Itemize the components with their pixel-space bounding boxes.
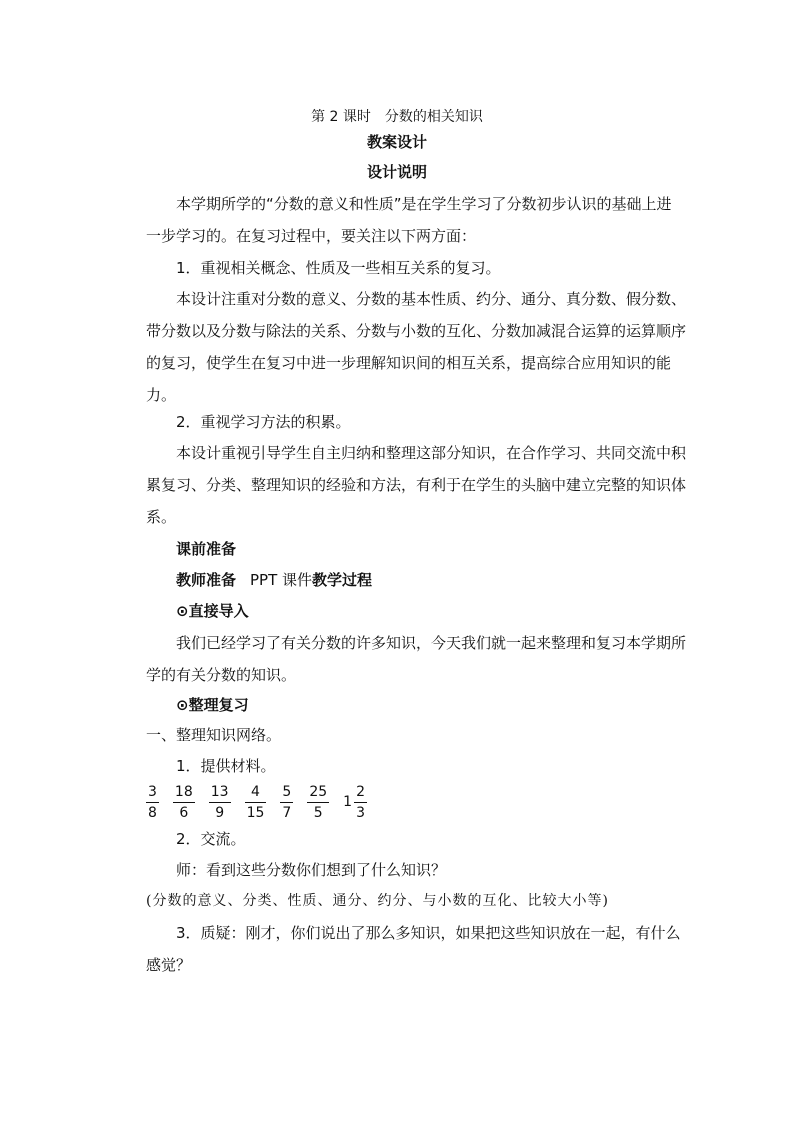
- teacher-prep: [176, 569, 372, 590]
- fraction: [173, 784, 195, 821]
- fraction: [146, 784, 159, 821]
- mixed-fraction: [343, 784, 367, 821]
- step-1-paragraph: [146, 627, 686, 691]
- point-1-detail-text: 本设计注重对分数的意义、分数的基本性质、约分、通分、真分数、假分数、带分数以及分数与除法的关系、分数与小数的互化、分数加减混合运算的运算顺序的复习，使学生在复习中进一步理解知识间的相互关系，提高综合应用知识的能力。: [146, 290, 687, 404]
- denominator: 6: [179, 804, 189, 821]
- numerator: 2: [356, 783, 365, 800]
- section-title: 教案设计: [366, 133, 427, 151]
- mixed-whole: 1: [343, 794, 353, 810]
- numerator: 25: [309, 783, 328, 800]
- fraction-list: [146, 780, 367, 824]
- fraction: [245, 784, 267, 821]
- item-3-text: 3．质疑：刚才，你们说出了那么多知识，如果把这些知识放在一起，有什么感觉？: [146, 924, 681, 974]
- teacher-question: 师：看到这些分数你们想到了什么知识？: [176, 861, 447, 879]
- numerator: 18: [174, 783, 193, 800]
- teacher-prep-value: PPT 课件: [250, 571, 313, 589]
- item-2: 2．交流。: [176, 830, 246, 848]
- fraction: [209, 784, 231, 821]
- denominator: 7: [282, 804, 292, 821]
- denominator: 15: [246, 804, 265, 821]
- process-heading: 教学过程: [312, 571, 373, 589]
- lesson-title: 第 2 课时 分数的相关知识: [311, 109, 483, 125]
- item-1: 1．提供材料。: [176, 757, 276, 775]
- fraction: [280, 784, 293, 821]
- step-1-heading: ⊙直接导入: [176, 602, 249, 620]
- item-3-paragraph: [146, 917, 686, 981]
- numerator: 4: [251, 783, 260, 800]
- mixed-fraction-part: [354, 784, 367, 821]
- point-2-detail: [146, 437, 686, 533]
- point-2-detail-text: 本设计重视引导学生自主归纳和整理这部分知识，在合作学习、共同交流中积累复习、分类、整理知识的经验和方法，有利于在学生的头脑中建立完整的知识体系。: [146, 444, 687, 526]
- denominator: 8: [148, 804, 157, 821]
- intro-text: 本学期所学的“分数的意义和性质”是在学生学习了分数初步认识的基础上进一步学习的。在复习过程中，要关注以下两方面：: [146, 195, 672, 245]
- denominator: 5: [313, 804, 323, 821]
- point-2: 2．重视学习方法的积累。: [176, 413, 351, 431]
- teacher-prep-label: 教师准备: [176, 571, 237, 589]
- numerator: 13: [210, 783, 229, 800]
- numerator: 5: [282, 783, 292, 800]
- answer-note: (分数的意义、分类、性质、通分、约分、与小数的互化、比较大小等): [146, 893, 609, 909]
- point-1-detail: [146, 283, 686, 411]
- prep-heading: 课前准备: [176, 540, 237, 558]
- step-1-text: 我们已经学习了有关分数的许多知识，今天我们就一起来整理和复习本学期所学的有关分数的知识。: [146, 634, 687, 684]
- point-1: 1．重视相关概念、性质及一些相互关系的复习。: [176, 259, 501, 277]
- denominator: 3: [356, 804, 365, 821]
- denominator: 9: [215, 804, 225, 821]
- subsection-1: 一、整理知识网络。: [146, 726, 282, 744]
- intro-paragraph: [146, 188, 686, 252]
- fraction: [307, 784, 329, 821]
- step-2-heading: ⊙整理复习: [176, 696, 249, 714]
- subsection-title: 设计说明: [366, 163, 427, 181]
- numerator: 3: [148, 783, 157, 800]
